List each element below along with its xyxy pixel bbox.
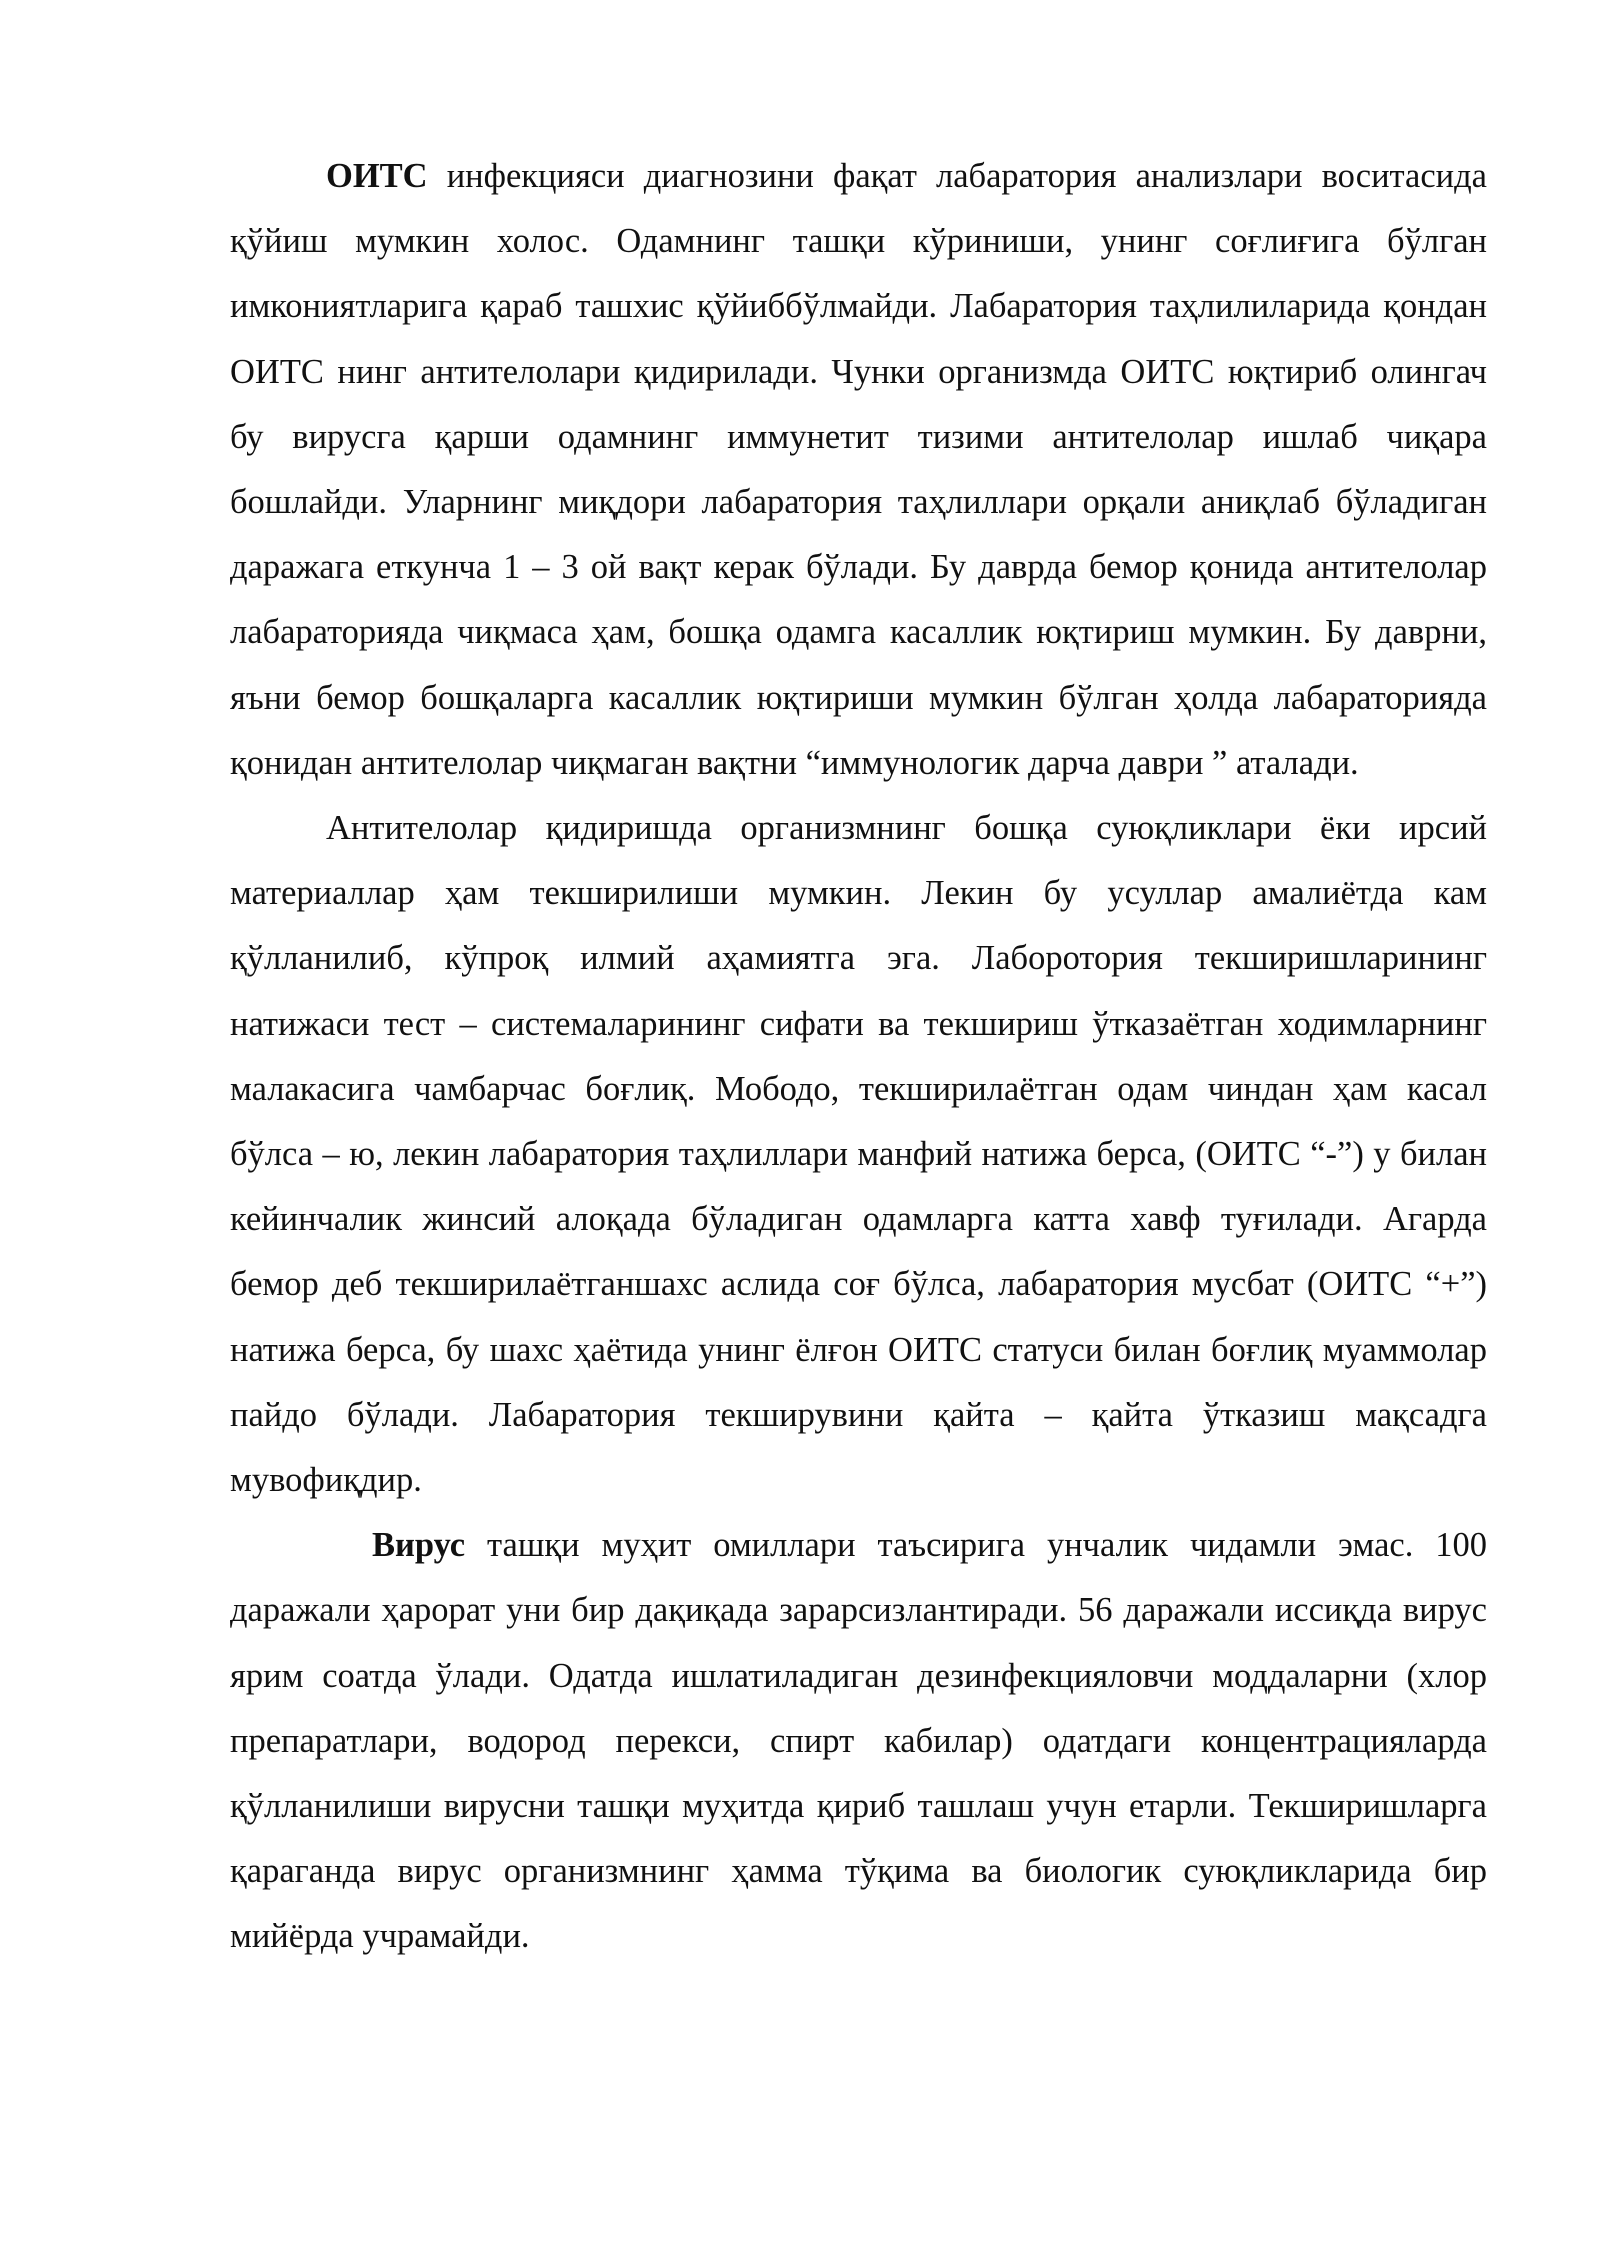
paragraph-body: инфекцияси диагнозини фақат лабаратория анализлари воситасида қўйиш мумкин холос. Одамнинг ташқи кўриниши, унинг соғлиғига бўлган имкониятларига қараб ташхис қўйиббўлмайди. Лабаратория таҳлилиларида қондан ОИТС нинг антителолари қидирилади. Чунки организмда ОИТС юқтириб олингач бу вирусга қарши одамнинг иммунетит тизими антителолар ишлаб чиқара бошлайди. Уларнинг миқдори лабаратория таҳлиллари орқали аниқлаб бўладиган даражага еткунча 1 – 3 ой вақт керак бўлади. Бу даврда бемор қонида антителолар лабараторияда чиқмаса ҳам, бошқа одамга касаллик юқтириш мумкин. Бу даврни, яъни бемор бошқаларга касаллик юқтириши мумкин бўлган ҳолда лабараторияда қонидан антителолар чиқмаган вақтни “иммунологик дарча даври ” аталади. xyxy=(230,157,1487,782)
paragraph-antibody-testing xyxy=(230,796,1487,1513)
paragraph-virus-resistance xyxy=(230,1513,1487,1969)
paragraph-lead-term: ОИТС xyxy=(326,157,428,195)
paragraph-body: ташқи муҳит омиллари таъсирига унчалик чидамли эмас. 100 даражали ҳарорат уни бир дақиқада зарарсизлантиради. 56 даражали иссиқда вирус ярим соатда ўлади. Одатда ишлатиладиган дезинфекцияловчи моддаларни (хлор препаратлари, водород перекси, спирт кабилар) одатдаги концентрацияларда қўлланилиши вирусни ташқи муҳитда қириб ташлаш учун етарли. Текширишларга қараганда вирус организмнинг ҳамма тўқима ва биологик суюқликларида бир мийёрда учрамайди. xyxy=(230,1526,1487,1956)
paragraph-aids-diagnosis xyxy=(230,144,1487,796)
paragraph-lead-term: Вирус xyxy=(372,1526,466,1565)
paragraph-body: Антителолар қидиришда организмнинг бошқа суюқликлари ёки ирсий материаллар ҳам текширилиши мумкин. Лекин бу усуллар амалиётда кам қўлланилиб, кўпроқ илмий аҳамиятга эга. Лаборотория текширишларининг натижаси тест – системаларининг сифати ва текшириш ўтказаётган ходимларнинг малакасига чамбарчас боғлиқ. Мободо, текширилаётган одам чиндан ҳам касал бўлса – ю, лекин лабаратория таҳлиллари манфий натижа берса, (ОИТС “-”) у билан кейинчалик жинсий алоқада бўладиган одамларга катта хавф туғилади. Агарда бемор деб текширилаётганшахс аслида соғ бўлса, лабаратория мусбат (ОИТС “+”) натижа берса, бу шахс ҳаётида унинг ёлғон ОИТС статуси билан боғлиқ муаммолар пайдо бўлади. Лабаратория текширувини қайта – қайта ўтказиш мақсадга мувофиқдир. xyxy=(230,809,1487,1500)
document-page xyxy=(230,144,1487,1970)
